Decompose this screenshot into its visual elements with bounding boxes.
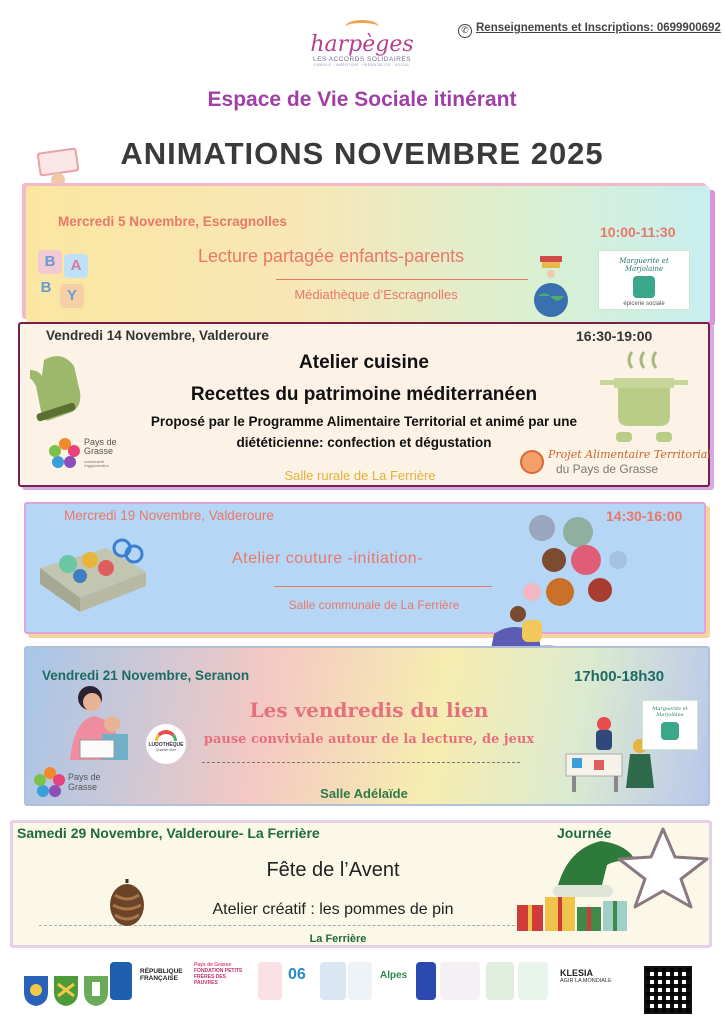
sponsor-logo bbox=[348, 962, 372, 1000]
alpes-logo: Alpes bbox=[380, 970, 408, 981]
globe-books-icon bbox=[526, 248, 576, 318]
sewing-box-icon bbox=[34, 528, 154, 614]
event-card-1 bbox=[26, 186, 710, 322]
event-date: Vendredi 21 Novembre, Seranon bbox=[42, 668, 250, 683]
pays-de-grasse-logo: Pays de Grasse communauté d'agglomération bbox=[48, 436, 128, 472]
flower-icon bbox=[48, 436, 82, 470]
logo-name: harpèges bbox=[310, 32, 414, 57]
pine-cone-icon bbox=[105, 879, 149, 929]
oven-mitt-icon bbox=[30, 350, 94, 424]
event-date: Mercredi 5 Novembre, Escragnolles bbox=[58, 214, 287, 229]
coat-of-arms-2-icon bbox=[52, 974, 80, 1008]
pat-logo: Projet Alimentaire Territorial du Pays de Grasse bbox=[520, 448, 704, 478]
sponsor-badge bbox=[110, 962, 132, 1000]
baby-blocks-icon: B A B Y bbox=[30, 250, 90, 310]
event-description-1: Proposé par le Programme Alimentaire Territorial et animé par une bbox=[150, 414, 578, 429]
pays-de-grasse-logo: Pays de Grasse bbox=[34, 766, 110, 800]
event-time: 14:30-16:00 bbox=[606, 508, 683, 524]
sponsor-logo bbox=[486, 962, 514, 1000]
marguerite-badge: Marguerite et Marjolaine bbox=[642, 700, 698, 750]
divider bbox=[276, 279, 528, 280]
page-subtitle: Espace de Vie Sociale itinérant bbox=[207, 88, 517, 111]
event-card-3 bbox=[24, 502, 706, 634]
divider bbox=[202, 762, 520, 763]
coat-of-arms-1-icon bbox=[22, 974, 50, 1008]
department-06-logo: 06 bbox=[288, 966, 306, 983]
logo-tagline: LES ACCORDS SOLIDAIRES bbox=[312, 56, 412, 63]
flower-icon bbox=[34, 766, 66, 798]
event-subtitle: Recettes du patrimoine méditerranéen bbox=[190, 384, 538, 405]
buttons-icon bbox=[516, 512, 636, 612]
event-time: 16:30-19:00 bbox=[576, 328, 653, 344]
eu-flag-icon bbox=[416, 962, 436, 1000]
event-place: Salle Adélaïde bbox=[320, 786, 408, 801]
contact-info: ✆ Renseignements et Inscriptions: 0699900692 bbox=[458, 22, 721, 38]
event-subtitle: pause conviviale autour de la lecture, de jeux bbox=[203, 732, 535, 747]
event-time: 10:00-11:30 bbox=[600, 224, 676, 240]
event-title: Les vendredis du lien bbox=[249, 698, 489, 722]
event-date: Samedi 29 Novembre, Valderoure- La Ferrière bbox=[17, 825, 320, 841]
event-card-2 bbox=[18, 322, 710, 487]
pat-emblem-icon bbox=[520, 450, 544, 474]
event-date: Mercredi 19 Novembre, Valderoure bbox=[64, 508, 274, 523]
sponsor-logo bbox=[258, 962, 282, 1000]
event-title: Atelier couture -initiation- bbox=[232, 550, 423, 567]
klesia-logo: KLESIA AGIR LA MONDIALE bbox=[560, 968, 612, 984]
event-description-2: diététicienne: confection et dégustation bbox=[236, 435, 492, 450]
gifts-icon bbox=[513, 887, 631, 933]
cooking-pot-icon bbox=[594, 348, 694, 452]
event-title: Lecture partagée enfants-parents bbox=[198, 246, 465, 266]
event-time: Journée bbox=[557, 825, 612, 841]
qr-code[interactable] bbox=[644, 966, 692, 1014]
republique-francaise-logo: RÉPUBLIQUE FRANÇAISE bbox=[140, 968, 183, 982]
ludotheque-logo: LUDOTHÈQUE Quartier libre bbox=[146, 724, 186, 764]
coat-of-arms-3-icon bbox=[82, 974, 110, 1008]
event-place: La Ferrière bbox=[309, 933, 367, 945]
page-title: ANIMATIONS NOVEMBRE 2025 bbox=[120, 136, 604, 171]
divider bbox=[274, 586, 492, 587]
event-place: Médiathèque d’Escragnolles bbox=[294, 287, 458, 302]
event-place: Salle rurale de La Ferrière bbox=[284, 468, 436, 483]
store-icon bbox=[661, 722, 679, 740]
sponsor-logo bbox=[440, 962, 480, 1000]
store-icon bbox=[633, 276, 655, 298]
logo-subtagline: FAMILLE · INSERTION · PARENTALITE · SOCIAL bbox=[314, 63, 410, 67]
event-card-4 bbox=[24, 646, 710, 806]
event-subtitle: Atelier créatif : les pommes de pin bbox=[212, 901, 454, 918]
sponsor-logo bbox=[518, 962, 548, 1000]
event-date: Vendredi 14 Novembre, Valderoure bbox=[46, 328, 269, 343]
event-card-5 bbox=[10, 820, 712, 948]
star-icon bbox=[615, 825, 711, 909]
rainbow-icon bbox=[155, 730, 177, 741]
sponsor-logo bbox=[320, 962, 346, 1000]
phone-icon: ✆ bbox=[458, 24, 472, 38]
event-title: Atelier cuisine bbox=[299, 352, 429, 373]
harpeges-logo bbox=[300, 20, 424, 67]
event-title: Fête de l’Avent bbox=[266, 859, 400, 881]
mother-child-reading-icon bbox=[62, 684, 142, 768]
event-place: Salle communale de La Ferrière bbox=[288, 598, 460, 612]
marguerite-badge: Marguerite et Marjolaine épicerie sociale bbox=[598, 250, 690, 310]
event-time: 17h00-18h30 bbox=[574, 668, 665, 685]
fondation-logo: Pays de Grasse FONDATION PETITS FRÈRES DES PAUVRES bbox=[194, 962, 243, 986]
